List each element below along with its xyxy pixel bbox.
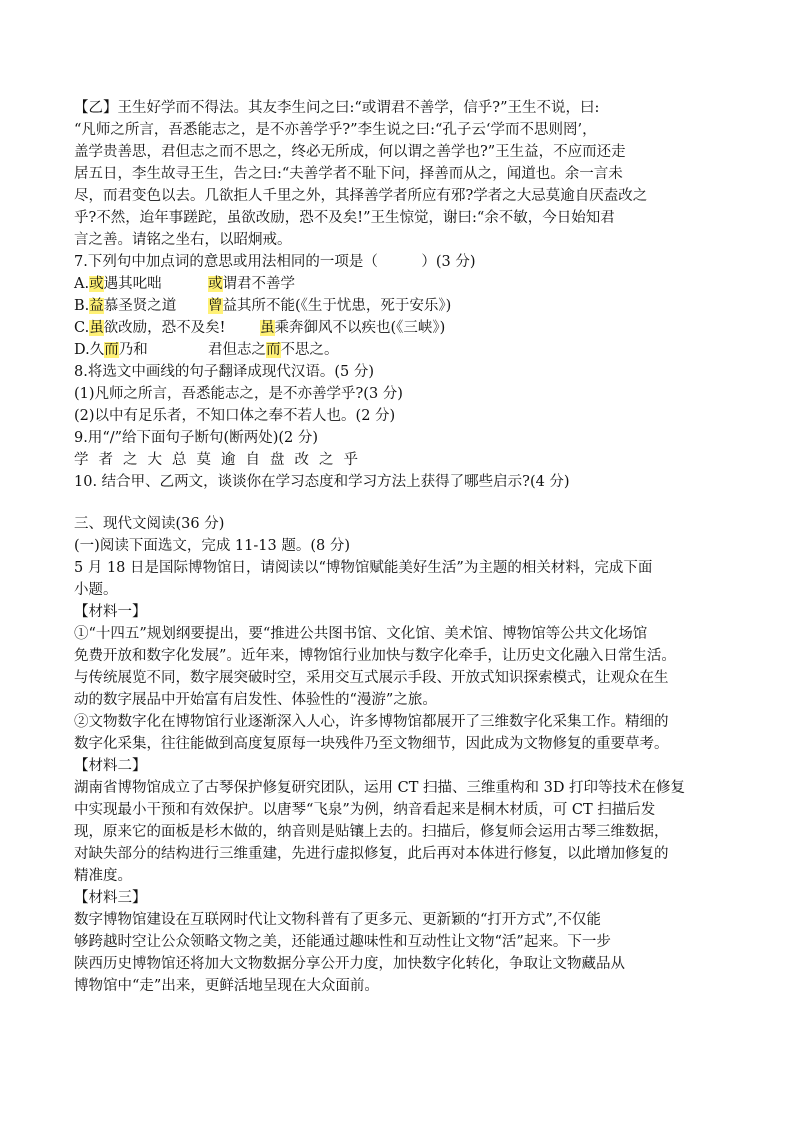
material-2-line-1: 湖南省博物馆成立了古琴保护修复研究团队，运用 CT 扫描、三维重构和 3D 打印等技术在修复 <box>74 780 686 796</box>
dotted-word: 而 <box>266 342 281 358</box>
question-9-sentence: 学者之大总莫逾自盘改之乎 <box>74 452 368 468</box>
question-10-stem: 10. 结合甲、乙两文，谈谈你在学习态度和学习方法上获得了哪些启示?(4 分) <box>74 474 570 490</box>
material-3-line-3: 陕西历史博物馆还将加大文物数据分享公开力度，加快数字化转化，争取让文物藏品从 <box>74 956 625 972</box>
material-1-line-2: 免费开放和数字化发展”。近年来，博物馆行业加快与数字化牵手，让历史文化融入日常生活。 <box>74 648 676 664</box>
material-1-title: 【材料一】 <box>74 604 147 620</box>
option-text: 遇其叱咄 <box>103 276 162 292</box>
passage-yi-line-7: 言之善。请铭之坐右，以昭炯戒。 <box>74 232 292 248</box>
material-3-line-1: 数字博物馆建设在互联网时代让文物科普有了更多元、更新颖的“打开方式”,不仅能 <box>74 912 601 928</box>
option-label: A. <box>74 276 90 292</box>
material-1-line-1: ①“十四五”规划纲要提出，要“推进公共图书馆、文化馆、美术馆、博物馆等公共文化场馆 <box>74 626 648 642</box>
question-8-item-2: (2)以中有足乐者，不知口体之奉不若人也。(2 分) <box>74 408 396 424</box>
passage-yi-line-4: 居五日，李生故寻王生，告之曰:“夫善学者不耻下问，择善而从之，闻道也。余一言未 <box>74 166 623 182</box>
option-text: 益其所不能(《生于忧患，死于安乐》) <box>222 298 452 314</box>
material-2-title: 【材料二】 <box>74 758 147 774</box>
passage-yi-line-3: 盖学贵善思，君但志之而不思之，终必无所成，何以谓之善学也?”王生益，不应而还走 <box>74 144 626 160</box>
material-3-line-4: 博物馆中“走”出来，更鲜活地呈现在大众面前。 <box>74 978 379 994</box>
material-1-line-4: 动的数字展品中开始富有启发性、体验性的“漫游”之旅。 <box>74 692 437 708</box>
material-1-line-6: 数字化采集，往往能做到高度复原每一块残件乃至文物细节，因此成为文物修复的重要草考。 <box>74 736 669 752</box>
option-text: 乘奔御风不以疾也(《三峡》) <box>274 320 446 336</box>
material-1-line-5: ②文物数字化在博物馆行业逐渐深入人心，许多博物馆都展开了三维数字化采集工作。精细的 <box>74 714 669 730</box>
option-label: C. <box>74 320 90 336</box>
question-8-stem: 8.将选文中画线的句子翻译成现代汉语。(5 分) <box>74 364 374 380</box>
question-7-option-c <box>74 318 446 338</box>
passage-yi-line-6: 乎?不然，迨年事蹉跎，虽欲改励，恐不及矣!”王生惊觉，谢曰:“余不敏，今日始知君 <box>74 210 615 226</box>
material-1-line-3: 与传统展览不同，数字展突破时空，采用交互式展示手段、开放式知识探索模式，让观众在生 <box>74 670 669 686</box>
dotted-word: 或 <box>208 276 223 292</box>
section-3-title: 三、现代文阅读(36 分) <box>74 516 225 532</box>
question-7-stem: 7.下列句中加点词的意思或用法相同的一项是（ ）(3 分) <box>74 254 476 270</box>
dotted-word: 或 <box>89 276 104 292</box>
section-3-subtitle: (一)阅读下面选文，完成 11-13 题。(8 分) <box>74 538 350 554</box>
dotted-word: 虽 <box>89 320 104 336</box>
passage-yi-line-1: 【乙】王生好学而不得法。其友李生问之曰:“或谓君不善学，信乎?”王生不说，曰: <box>74 100 600 116</box>
option-text: 久 <box>89 342 105 358</box>
question-9-stem: 9.用“/”给下面句子断句(断两处)(2 分) <box>74 430 319 446</box>
option-label: D. <box>74 342 90 358</box>
material-2-line-5: 精准度。 <box>74 868 132 884</box>
dotted-word: 曾 <box>208 298 223 314</box>
section-3-intro-line-2: 小题。 <box>74 582 118 598</box>
question-7-option-b <box>74 296 452 316</box>
question-7-option-d <box>74 340 339 360</box>
option-text: 谓君不善学 <box>222 276 295 292</box>
question-8-item-1: (1)凡师之所言，吾悉能志之，是不亦善学乎?(3 分) <box>74 386 403 402</box>
option-text: 慕圣贤之道 <box>103 298 177 314</box>
section-3-intro-line-1: 5 月 18 日是国际博物馆日，请阅读以“博物馆赋能美好生活”为主题的相关材料，完成下面 <box>74 560 653 576</box>
option-text: 欲改励，恐不及矣! <box>103 320 226 336</box>
option-text: 不思之。 <box>280 342 339 358</box>
dotted-word: 而 <box>104 342 119 358</box>
option-text: 君但志之 <box>208 342 266 358</box>
material-2-line-2: 中实现最小干预和有效保护。以唐琴“飞泉”为例，纳音看起来是桐木材质，可 CT 扫描后发 <box>74 802 656 818</box>
dotted-word: 虽 <box>260 320 275 336</box>
question-7-option-a <box>74 274 295 294</box>
passage-yi-line-5: 尽，而君变色以去。几欲拒人千里之外，其择善学者所应有邪?学者之大忌莫逾自厌盍改之 <box>74 188 648 204</box>
material-3-line-2: 够跨越时空让公众领略文物之美，还能通过趣味性和互动性让文物“活”起来。下一步 <box>74 934 611 950</box>
option-label: B. <box>74 298 90 314</box>
dotted-word: 益 <box>89 298 104 314</box>
option-text: 乃和 <box>118 342 148 358</box>
passage-yi-line-2: “凡师之所言，吾悉能志之，是不亦善学乎?”李生说之曰:“孔子云‘学而不思则罔’， <box>74 122 597 138</box>
material-2-line-3: 现，原来它的面板是杉木做的，纳音则是贴镶上去的。扫描后，修复师会运用古琴三维数据， <box>74 824 669 840</box>
material-3-title: 【材料三】 <box>74 890 147 906</box>
material-2-line-4: 对缺失部分的结构进行三维重建，先进行虚拟修复，此后再对本体进行修复，以此增加修复的 <box>74 846 669 862</box>
